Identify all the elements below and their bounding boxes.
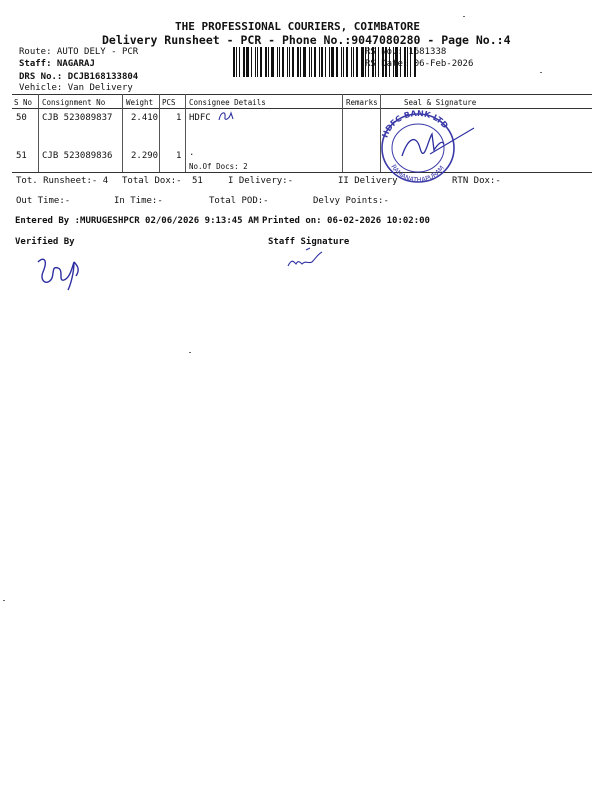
scan-speck [463, 16, 465, 17]
rs-date: RS Date: 06-Feb-2026 [365, 59, 474, 69]
table-bottom-rule [12, 172, 592, 173]
barcode-bar [346, 47, 348, 77]
runsheet-subtitle: Delivery Runsheet - PCR - Phone No.:9047080280 - Page No.:4 [102, 33, 511, 47]
verified-by-label: Verified By [15, 237, 75, 247]
barcode-bar [255, 47, 256, 77]
scan-speck [3, 600, 5, 601]
barcode-bar [277, 47, 278, 77]
row-weight: 2.410 [131, 113, 159, 123]
barcode-bar [292, 47, 294, 77]
col-header-consignee: Consignee Details [189, 98, 266, 107]
barcode-bar [321, 47, 323, 77]
barcode-bar [303, 47, 306, 77]
barcode-bar [319, 47, 320, 77]
row-doc-count: No.Of Docs: 2 [189, 162, 248, 171]
col-divider [122, 94, 123, 172]
barcode-bar [309, 47, 310, 77]
barcode-bar [314, 47, 316, 77]
vehicle-text: Vehicle: Van Delivery [19, 83, 133, 93]
table-top-rule [12, 94, 592, 95]
row-sno: 50 [16, 113, 27, 123]
company-title: THE PROFESSIONAL COURIERS, COIMBATORE [175, 20, 421, 33]
col-header-pcs: PCS [162, 98, 176, 107]
barcode-bar [300, 47, 301, 77]
barcode-bar [297, 47, 299, 77]
delvy-points-label: Delvy Points:- [313, 196, 389, 206]
scan-speck [540, 72, 542, 73]
row-consignment: CJB 523089836 [42, 151, 113, 161]
row-sno: 51 [16, 151, 27, 161]
verifier-signature [30, 252, 100, 292]
barcode-bar [336, 47, 338, 77]
total-dox-value: 51 [192, 176, 203, 186]
printed-on: Printed on: 06-02-2026 10:02:00 [262, 216, 430, 226]
barcode-bar [265, 47, 267, 77]
row-pcs: 1 [176, 113, 182, 123]
col-header-remarks: Remarks [346, 98, 378, 107]
barcode-bar [351, 47, 352, 77]
barcode-bar [251, 47, 252, 77]
col-divider [185, 94, 186, 172]
col-header-seal: Seal & Signature [404, 98, 477, 107]
barcode-bar [343, 47, 344, 77]
barcode-bar [246, 47, 249, 77]
barcode-bar [331, 47, 334, 77]
col-header-weight: Weight [126, 98, 154, 107]
row-consignment: CJB 523089837 [42, 113, 113, 123]
barcode-bar [282, 47, 284, 77]
barcode-bar [236, 47, 237, 77]
ii-delivery-label: II Delivery [338, 176, 398, 186]
barcode-bar [356, 47, 358, 77]
row-weight: 2.290 [131, 151, 159, 161]
drs-number: DRS No.: DCJB168133804 [19, 72, 139, 82]
entered-by: Entered By :MURUGESHPCR 02/06/2026 9:13:45 AM [15, 216, 259, 226]
barcode-bar [239, 47, 240, 77]
barcode-bar [325, 47, 326, 77]
staff-text: Staff: NAGARAJ [19, 59, 95, 69]
barcode-bar [361, 47, 364, 77]
barcode-bar [311, 47, 312, 77]
rs-number: RS No.: 1681338 [365, 47, 447, 57]
row-consignee: . [189, 148, 195, 158]
barcode-bar [243, 47, 245, 77]
row-consignee: HDFC [189, 113, 211, 123]
total-runsheet: Tot. Runsheet:- 4 [16, 176, 109, 186]
barcode-bar [260, 47, 262, 77]
svg-text:HDFC BANK LTD: HDFC BANK LTD [380, 108, 450, 140]
svg-text:RAMANATHAPURAM: RAMANATHAPURAM [389, 163, 446, 185]
out-time-label: Out Time:- [16, 196, 71, 206]
table-header-rule [12, 108, 592, 109]
barcode-bar [341, 47, 342, 77]
in-time-label: In Time:- [114, 196, 163, 206]
barcode-bar [287, 47, 288, 77]
barcode-bar [271, 47, 274, 77]
handwritten-mark [216, 108, 238, 124]
scan-speck [189, 352, 191, 353]
col-divider [342, 94, 343, 172]
col-header-sno: S No [14, 98, 33, 107]
col-divider [38, 94, 39, 172]
col-header-consignment: Consignment No [42, 98, 106, 107]
barcode-bar [279, 47, 280, 77]
barcode-bar [257, 47, 258, 77]
i-delivery-label: I Delivery:- [228, 176, 294, 186]
barcode-bar [289, 47, 290, 77]
col-divider [159, 94, 160, 172]
barcode-bar [329, 47, 330, 77]
barcode-bar [268, 47, 269, 77]
staff-signature-label: Staff Signature [268, 237, 350, 247]
row-pcs: 1 [176, 151, 182, 161]
barcode-bar [233, 47, 235, 77]
route-text: Route: AUTO DELY - PCR [19, 47, 139, 57]
rtn-dox-label: RTN Dox:- [452, 176, 501, 186]
total-pod-label: Total POD:- [209, 196, 269, 206]
barcode-bar [353, 47, 354, 77]
total-dox-label: Total Dox:- [122, 176, 182, 186]
staff-signature [284, 242, 334, 272]
